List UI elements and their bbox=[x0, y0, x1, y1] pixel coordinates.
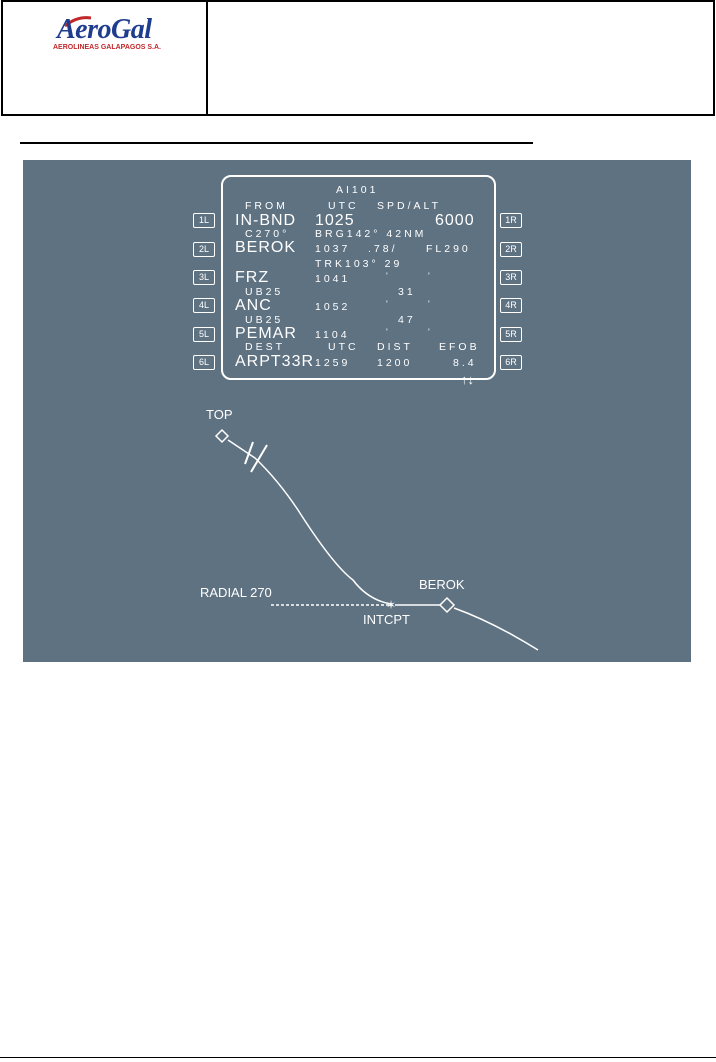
wpt-in-bnd: IN-BND bbox=[235, 212, 297, 229]
label-berok: BEROK bbox=[419, 577, 465, 592]
dist-4: 47 bbox=[398, 314, 416, 326]
lsk-1l[interactable]: 1L bbox=[193, 213, 215, 228]
utc-4: 1052 bbox=[315, 301, 351, 313]
utc-3: 1041 bbox=[315, 273, 351, 285]
header-utc: UTC bbox=[328, 200, 359, 212]
section-rule bbox=[20, 142, 533, 144]
scroll-arrows-icon[interactable]: ↑↓ bbox=[461, 372, 474, 387]
wpt-pemar: PEMAR bbox=[235, 325, 297, 342]
alt-1: 6000 bbox=[435, 212, 475, 229]
lsk-3l[interactable]: 3L bbox=[193, 270, 215, 285]
utc-1: 1025 bbox=[315, 212, 355, 229]
lsk-4l[interactable]: 4L bbox=[193, 298, 215, 313]
lsk-4r[interactable]: 4R bbox=[500, 298, 522, 313]
dest-airport: ARPT33R bbox=[235, 353, 315, 370]
label-radial-270: RADIAL 270 bbox=[200, 585, 272, 600]
route-map bbox=[23, 160, 691, 662]
header-efob: EFOB bbox=[439, 341, 480, 353]
logo-name: AeroGal bbox=[57, 14, 152, 45]
wpt-anc: ANC bbox=[235, 297, 272, 314]
wpt-berok: BEROK bbox=[235, 239, 297, 256]
dist-3: 31 bbox=[398, 286, 416, 298]
header-from: FROM bbox=[245, 200, 288, 212]
header-table bbox=[1, 0, 715, 116]
descent-path bbox=[228, 440, 391, 604]
lsk-6l[interactable]: 6L bbox=[193, 355, 215, 370]
header-dist: DIST bbox=[377, 341, 413, 353]
utc-2: 1037 bbox=[315, 243, 351, 255]
label-intcpt: INTCPT bbox=[363, 612, 410, 627]
trk-2: TRK103° 29 bbox=[315, 258, 403, 270]
header-dest-utc: UTC bbox=[328, 341, 359, 353]
airway-4: UB25 bbox=[245, 314, 284, 326]
dest-dist: 1200 bbox=[377, 357, 413, 369]
spd-2: .78/ bbox=[368, 243, 398, 255]
flight-number: AI101 bbox=[336, 184, 379, 196]
mcdu-figure bbox=[23, 160, 691, 662]
top-diamond-icon bbox=[216, 430, 228, 442]
logo-subtitle: AEROLINEAS GALAPAGOS S.A. bbox=[53, 44, 161, 51]
lsk-1r[interactable]: 1R bbox=[500, 213, 522, 228]
header-divider bbox=[206, 2, 208, 114]
footer-rule bbox=[0, 1057, 716, 1058]
dest-utc: 1259 bbox=[315, 357, 351, 369]
lsk-5l[interactable]: 5L bbox=[193, 327, 215, 342]
track-after-berok bbox=[454, 608, 538, 650]
header-spd-alt: SPD/ALT bbox=[377, 200, 441, 212]
lsk-2l[interactable]: 2L bbox=[193, 242, 215, 257]
wpt-frz: FRZ bbox=[235, 269, 270, 286]
aerogal-logo bbox=[53, 14, 183, 54]
lsk-5r[interactable]: 5R bbox=[500, 327, 522, 342]
lsk-2r[interactable]: 2R bbox=[500, 242, 522, 257]
lsk-6r[interactable]: 6R bbox=[500, 355, 522, 370]
intercept-star-icon: ✶ bbox=[386, 598, 397, 612]
mcdu-screen: AI101 FROM UTC SPD/ALT IN-BND 1025 6000 C270° BRG142° 42NM BEROK 1037 .78/ FL290 TRK103° 29 FRZ 1041 ' ' UB25 31 ANC 1052 ' ' UB25 47 PEMAR 1104 ' ' DEST UTC DIST EFOB ARPT33R 1259 1200 8.4 ↑↓ bbox=[221, 175, 496, 380]
course-1: C270° bbox=[245, 228, 290, 240]
airway-3: UB25 bbox=[245, 286, 284, 298]
brg-dist-1: BRG142° 42NM bbox=[315, 228, 427, 240]
alt-2: FL290 bbox=[426, 243, 471, 255]
lsk-3r[interactable]: 3R bbox=[500, 270, 522, 285]
label-top: TOP bbox=[206, 407, 233, 422]
header-dest: DEST bbox=[245, 341, 286, 353]
berok-diamond-icon bbox=[440, 598, 454, 612]
utc-5: 1104 bbox=[315, 329, 350, 341]
dest-efob: 8.4 bbox=[453, 357, 477, 369]
